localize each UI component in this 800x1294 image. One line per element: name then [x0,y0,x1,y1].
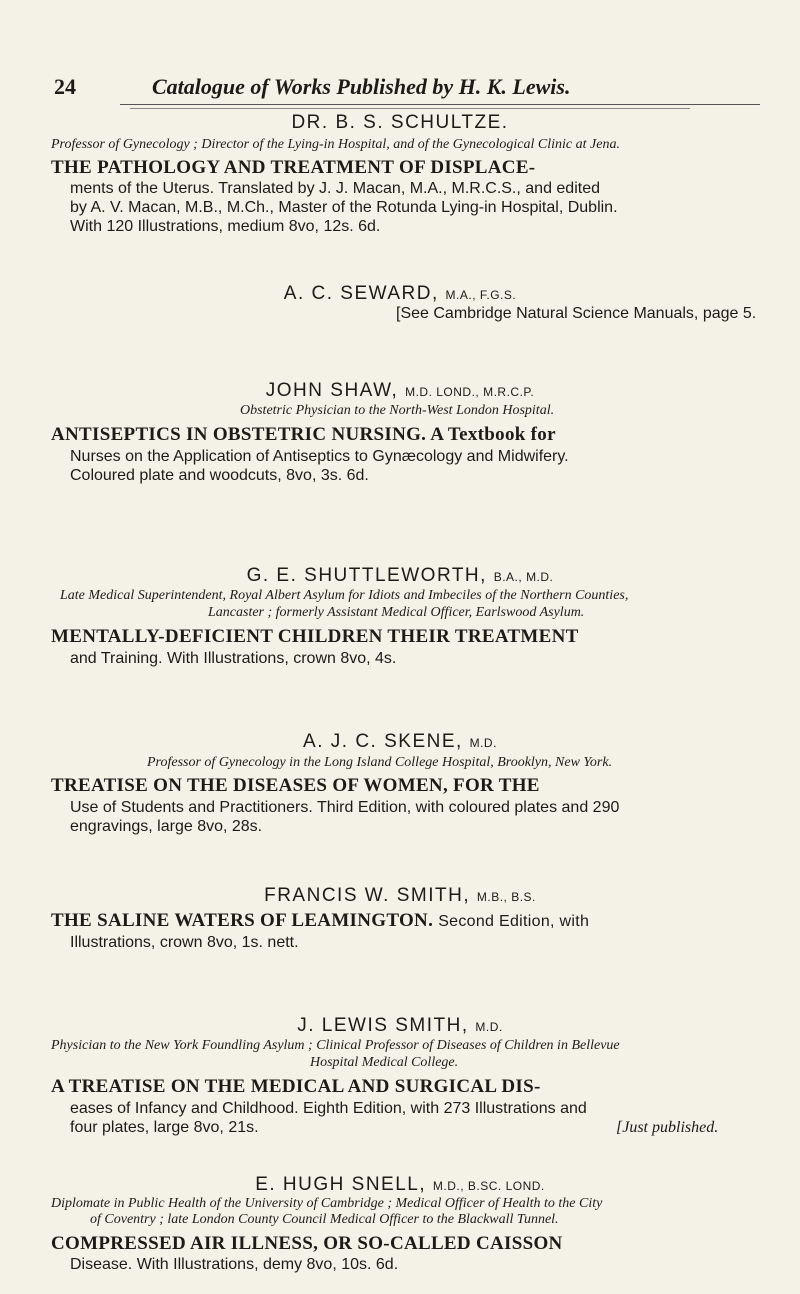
page-header [54,70,774,104]
page-number: 24 [54,74,76,99]
book-title: ANTISEPTICS IN OBSTETRIC NURSING. A Textbook for [51,424,556,445]
author-description: Lancaster ; formerly Assistant Medical Officer, Earlswood Asylum. [208,605,585,620]
author-name [0,380,800,402]
author-description: Diplomate in Public Health of the University of Cambridge ; Medical Officer of Health to the City [51,1196,603,1211]
author-name [0,885,800,907]
header-rule [120,104,760,105]
author-text: DR. B. S. SCHULTZE. [291,112,509,133]
author-name [0,1174,800,1196]
book-title: MENTALLY-DEFICIENT CHILDREN THEIR TREATMENT [51,626,579,647]
author-text: FRANCIS W. SMITH, [264,885,471,906]
book-title-text: THE SALINE WATERS OF LEAMINGTON. [51,910,434,931]
author-name [0,112,800,134]
author-degrees: M.D., B.SC. LOND. [432,1179,545,1193]
author-name [0,1015,800,1037]
author-degrees: M.B., B.S. [476,890,536,904]
book-details-line: by A. V. Macan, M.B., M.Ch., Master of the Rotunda Lying-in Hospital, Dublin. [70,199,618,216]
book-details-line: ments of the Uterus. Translated by J. J. Macan, M.A., M.R.C.S., and edited [70,180,600,197]
book-title: COMPRESSED AIR ILLNESS, OR SO-CALLED CAISSON [51,1233,563,1254]
author-degrees: M.D. [469,736,497,750]
author-degrees: M.D. LOND., M.R.C.P. [405,385,535,399]
author-degrees: M.A., F.G.S. [445,288,517,302]
author-degrees: B.A., M.D. [493,570,554,584]
author-description: Hospital Medical College. [310,1055,459,1070]
author-description: Physician to the New York Foundling Asylum ; Clinical Professor of Diseases of Children in Bellevue [51,1038,620,1053]
author-text: J. LEWIS SMITH, [297,1015,469,1036]
book-details-line: With 120 Illustrations, medium 8vo, 12s. 6d. [70,218,381,235]
book-title: THE PATHOLOGY AND TREATMENT OF DISPLACE- [51,157,536,178]
author-name [0,731,800,753]
author-text: E. HUGH SNELL, [255,1174,427,1195]
author-description: Professor of Gynecology in the Long Island College Hospital, Brooklyn, New York. [147,755,613,770]
book-title: TREATISE ON THE DISEASES OF WOMEN, FOR THE [51,775,540,796]
author-text: A. J. C. SKENE, [303,731,463,752]
author-description: Professor of Gynecology ; Director of the Lying-in Hospital, and of the Gynecological Clinic at Jena. [51,137,620,152]
author-name [0,565,800,587]
book-details-line: Illustrations, crown 8vo, 1s. nett. [70,934,299,951]
book-details-line: Coloured plate and woodcuts, 8vo, 3s. 6d. [70,467,369,484]
cross-reference: [See Cambridge Natural Science Manuals, page 5. [396,305,757,322]
book-title: A TREATISE ON THE MEDICAL AND SURGICAL DIS- [51,1076,541,1097]
book-details-line: four plates, large 8vo, 21s. [70,1119,259,1136]
book-title [51,910,589,932]
book-details-line: Nurses on the Application of Antiseptics to Gynæcology and Midwifery. [70,448,569,465]
author-degrees: M.D. [475,1020,503,1034]
author-description: of Coventry ; late London County Council Medical Officer to the Blackwall Tunnel. [90,1212,559,1227]
author-description: Late Medical Superintendent, Royal Albert Asylum for Idiots and Imbeciles of the Northern Counties, [60,588,629,603]
book-details-line: Disease. With Illustrations, demy 8vo, 10s. 6d. [70,1256,399,1273]
author-text: JOHN SHAW, [265,380,399,401]
author-text: A. C. SEWARD, [283,283,439,304]
author-text: G. E. SHUTTLEWORTH, [246,565,487,586]
book-details-line: engravings, large 8vo, 28s. [70,818,263,835]
publication-status: [Just published. [616,1119,719,1136]
author-description: Obstetric Physician to the North-West London Hospital. [240,403,555,418]
book-details-line: eases of Infancy and Childhood. Eighth Edition, with 273 Illustrations and [70,1100,587,1117]
book-details-line: and Training. With Illustrations, crown 8vo, 4s. [70,650,397,667]
book-details-line: Use of Students and Practitioners. Third Edition, with coloured plates and 290 [70,799,620,816]
edition-note: Second Edition, with [438,913,590,930]
author-name [0,283,800,305]
running-title: Catalogue of Works Published by H. K. Lewis. [152,74,571,99]
header-rule-secondary [130,108,690,109]
